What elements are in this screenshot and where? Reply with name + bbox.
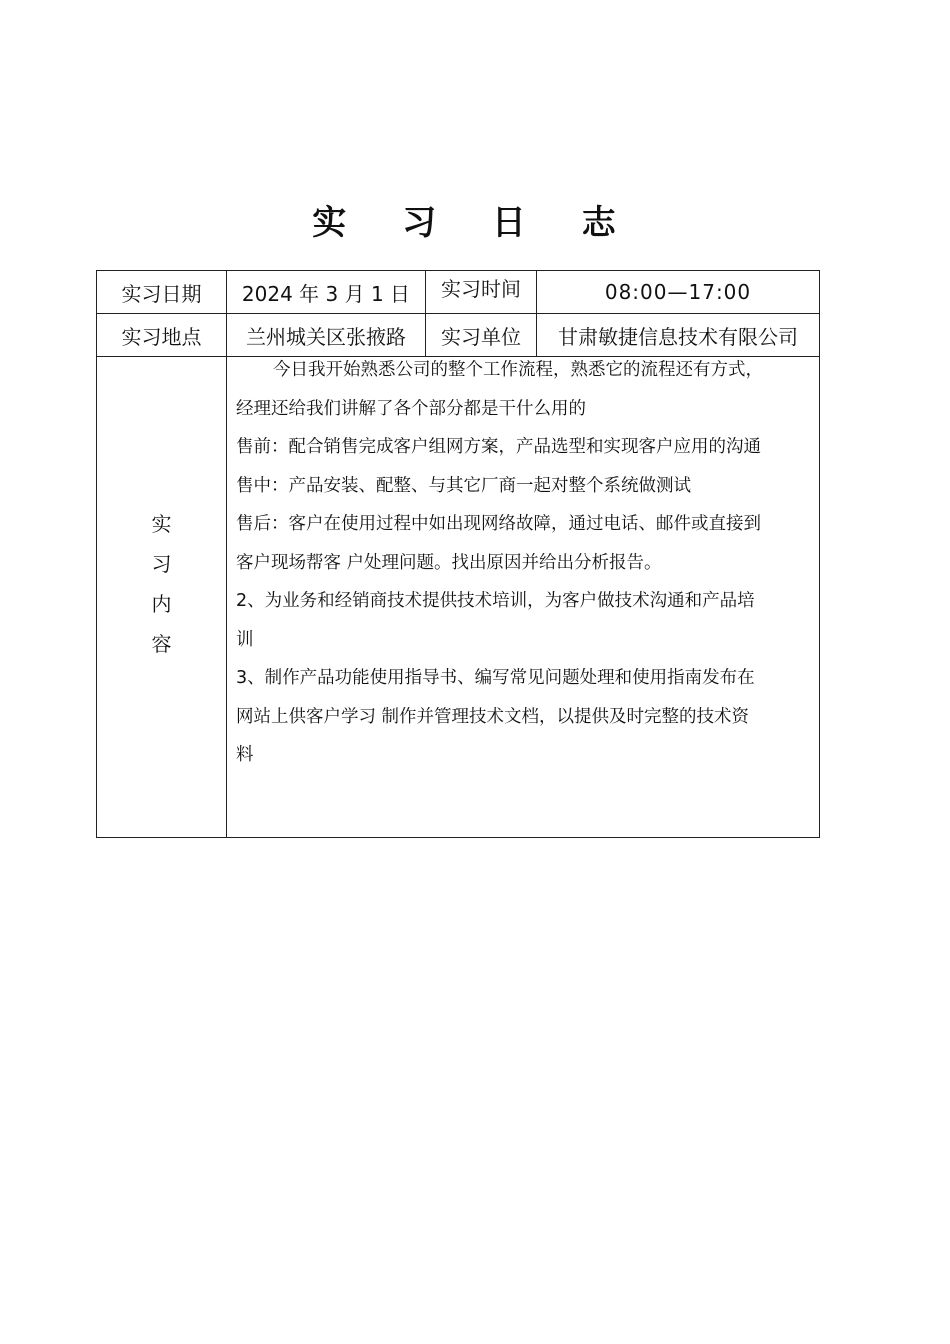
content-line: 网站上供客户学习 制作并管理技术文档，以提供及时完整的技术资 <box>236 706 750 727</box>
location-value-cell <box>226 313 425 356</box>
content-label-char: 内 <box>151 592 172 616</box>
unit-label: 实习单位 <box>441 324 521 349</box>
content-line: 训 <box>236 629 254 650</box>
content-label-cell <box>96 356 226 838</box>
date-label-cell <box>96 270 226 313</box>
time-label: 实习时间 <box>441 277 521 301</box>
content-line: 料 <box>236 745 254 765</box>
content-label-char: 习 <box>151 552 172 576</box>
content-label-char: 容 <box>151 632 172 656</box>
unit-label-cell <box>425 313 536 356</box>
content-line: 经理还给我们讲解了各个部分都是干什么用的 <box>236 398 586 419</box>
location-label: 实习地点 <box>121 324 202 349</box>
content-label-char: 实 <box>151 512 172 536</box>
content-line: 售中：产品安装、配整、与其它厂商一起对整个系统做测试 <box>236 475 691 496</box>
content-line: 3、制作产品功能使用指导书、编写常见问题处理和使用指南发布在 <box>236 668 755 688</box>
content-line: 2、为业务和经销商技术提供技术培训，为客户做技术沟通和产品培 <box>236 591 755 611</box>
time-value-cell <box>536 270 820 313</box>
unit-value: 甘肃敏捷信息技术有限公司 <box>558 324 798 349</box>
document-title: 实 习 日 志 <box>312 203 638 243</box>
content-line: 售前：配合销售完成客户组网方案，产品选型和实现客户应用的沟通 <box>236 437 761 457</box>
content-line: 售后：客户在使用过程中如出现网络故障，通过电话、邮件或直接到 <box>236 514 761 534</box>
date-value: 2024 年 3 月 1 日 <box>241 281 411 306</box>
location-label-cell <box>96 313 226 356</box>
content-line: 今日我开始熟悉公司的整个工作流程，熟悉它的流程还有方式， <box>273 360 763 380</box>
date-value-cell <box>226 270 425 313</box>
content-body-cell <box>226 356 820 838</box>
unit-value-cell <box>536 313 820 356</box>
time-label-cell <box>425 270 536 313</box>
date-label: 实习日期 <box>121 281 202 306</box>
time-value: 08:00—17:00 <box>604 280 752 304</box>
content-line: 客户现场帮客 户处理问题。找出原因并给出分析报告。 <box>236 552 662 573</box>
location-value: 兰州城关区张掖路 <box>246 324 406 349</box>
